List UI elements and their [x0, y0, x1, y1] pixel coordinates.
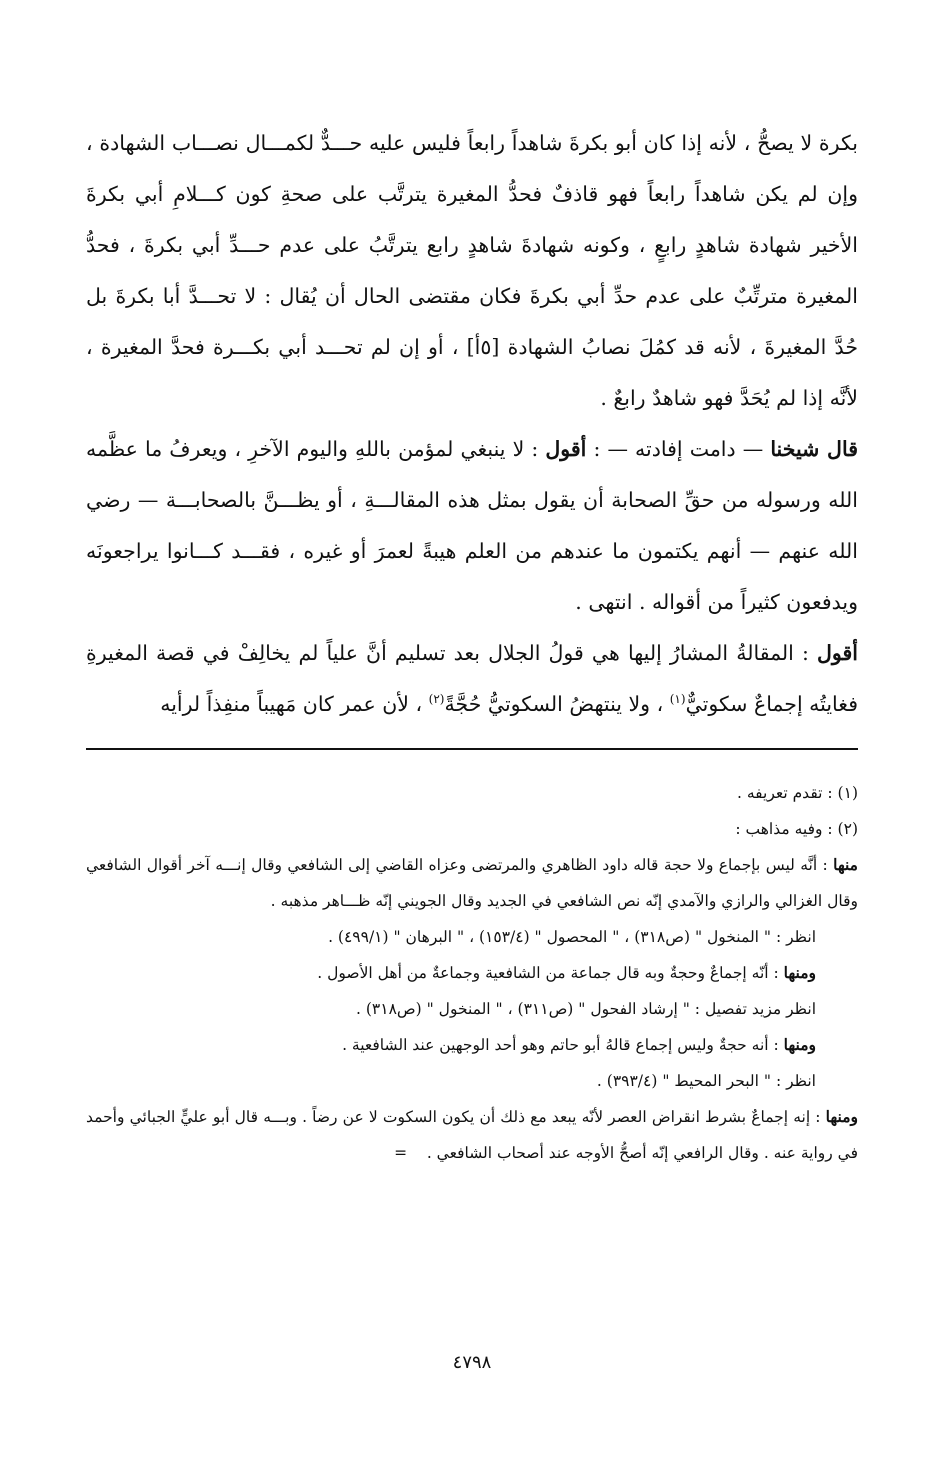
paragraph-3-text-a: : المقالةُ المشارُ إليها هي قولُ الجلال بعد تسليم أنَّ علياً لم يخالِفْ في قصة المغيرةِ فغايتُه إجماعٌ سكوتيٌّ — [86, 641, 858, 716]
opinion-2-label: ومنها — [783, 963, 816, 982]
opinion-3-label: ومنها — [783, 1035, 816, 1054]
footnote-2-opinion-4 — [86, 1099, 858, 1171]
main-text-body — [86, 118, 858, 730]
paragraph-1-text: بكرة لا يصحُّ ، لأنه إذا كان أبو بكرةَ شاهداً رابعاً فليس عليه حـــدٌّ لكمـــال نصـــاب الشهادة ، وإن لم يكن شاهداً رابعاً فهو قاذفٌ فحدُّ المغيرة يترتَّب على صحةِ كون كـــلامِ أبي بكرةَ الأخير شهادة شاهدٍ رابعٍ ، وكونه شهادةَ شاهدٍ رابع يترتَّبُ على عدم حـــدِّ أبي بكرةَ ، فحدُّ المغيرة مترتِّبٌ على عدم حدِّ أبي بكرةَ فكان مقتضى الحال أن يُقال : لا تحـــدَّ أبا بكرةَ بل حُدَّ المغيرةَ ، لأنه قد كمُلَ نصابُ الشهادة [٥أ] ، أو إن لم تحـــد أبي بكـــرة فحدَّ المغيرة ، لأنَّه إذا لم يُحَدَّ فهو شاهدٌ رابعٌ . — [86, 131, 858, 410]
footnote-ref-1: (١) — [669, 692, 686, 707]
aqul-label-2: أقول — [817, 641, 858, 665]
footnote-1: (١) : تقدم تعريفه . — [737, 784, 858, 802]
paragraph-3-text-b: ، ولا ينتهضُ السكوتيُّ حُجَّةً — [444, 692, 670, 716]
paragraph-2-text: : لا ينبغي لمؤمن باللهِ واليوم الآخرِ ، ويعرفُ ما عظَّمه الله ورسوله من حقِّ الصحابة أن يقول بمثل هذه المقالـــةِ ، أو يظـــنَّ بالصحابـــة — رضي الله عنهم — أنهم يكتمون ما عندهم من العلم هيبةً لعمرَ أو غيره ، فقـــد كـــانوا يراجعونَه ويدفعون كثيراً من أقواله . انتهى . — [86, 437, 858, 614]
paragraph-3-text-c: ، لأن عمر كان مَهيباً منفِذاً لرأيه — [160, 692, 429, 716]
aqul-label: أقول — [545, 437, 587, 461]
footnote-2-opinion-2 — [86, 955, 858, 991]
footnote-2-ref-3: انظر : " البحر المحيط " (٣٩٣/٤) . — [596, 1072, 816, 1090]
footnote-2: (٢) : وفيه مذاهب : — [735, 820, 858, 838]
footnote-divider — [86, 748, 858, 750]
page-number: ٤٧٩٨ — [452, 1352, 492, 1373]
paragraph-2-intro: — دامت إفادته — : — [586, 437, 771, 461]
footnote-2-ref-1: انظر : " المنخول " (ص٣١٨) ، " المحصول " (١٥٣/٤) ، " البرهان " (٤٩٩/١) . — [328, 928, 816, 946]
opinion-4-text: : إنه إجماعٌ بشرط انقراض العصر لأنّه يبعد مع ذلك أن يكون السكوت لا عن رضاً . وبـــه قال أبو عليٍّ الجبائي وأحمد في رواية عنه . وقال الرافعي إنّه أصحُّ الأوجه عند أصحاب الشافعي . — [86, 1108, 858, 1162]
footnote-2-opinion-1 — [86, 847, 858, 919]
opinion-2-text: : أنّه إجماعٌ وحجةٌ وبه قال جماعة من الشافعية وجماعةٌ من أهل الأصول . — [317, 964, 784, 982]
speaker-label: قال شيخنا — [770, 437, 858, 461]
opinion-3-text: : أنه حجةٌ وليس إجماع قالهُ أبو حاتم وهو أحد الوجهين عند الشافعية . — [342, 1036, 784, 1054]
paragraph-2 — [86, 424, 858, 628]
footnotes-section — [86, 775, 858, 1171]
opinion-1-text: : أنَّه ليس بإجماع ولا حجة قاله داود الظاهري والمرتضى وعزاه القاضي إلى الشافعي وقال إنـــه آخر أقوال الشافعي وقال الغزالي والرازي والآمدي إنّه نص الشافعي في الجديد وقال الجويني إنّه ظـــاهر مذهبه . — [86, 856, 858, 910]
footnote-2-ref-2: انظر مزيد تفصيل : " إرشاد الفحول " (ص٣١١) ، " المنخول " (ص٣١٨) . — [356, 1000, 816, 1018]
opinion-1-label: منها — [833, 855, 858, 874]
paragraph-3 — [86, 628, 858, 730]
footnote-2-opinion-3 — [86, 1027, 858, 1063]
paragraph-1 — [86, 118, 858, 424]
continuation-mark: = — [394, 1144, 408, 1162]
footnote-ref-2: (٢) — [428, 692, 445, 707]
opinion-4-label: ومنها — [825, 1107, 858, 1126]
